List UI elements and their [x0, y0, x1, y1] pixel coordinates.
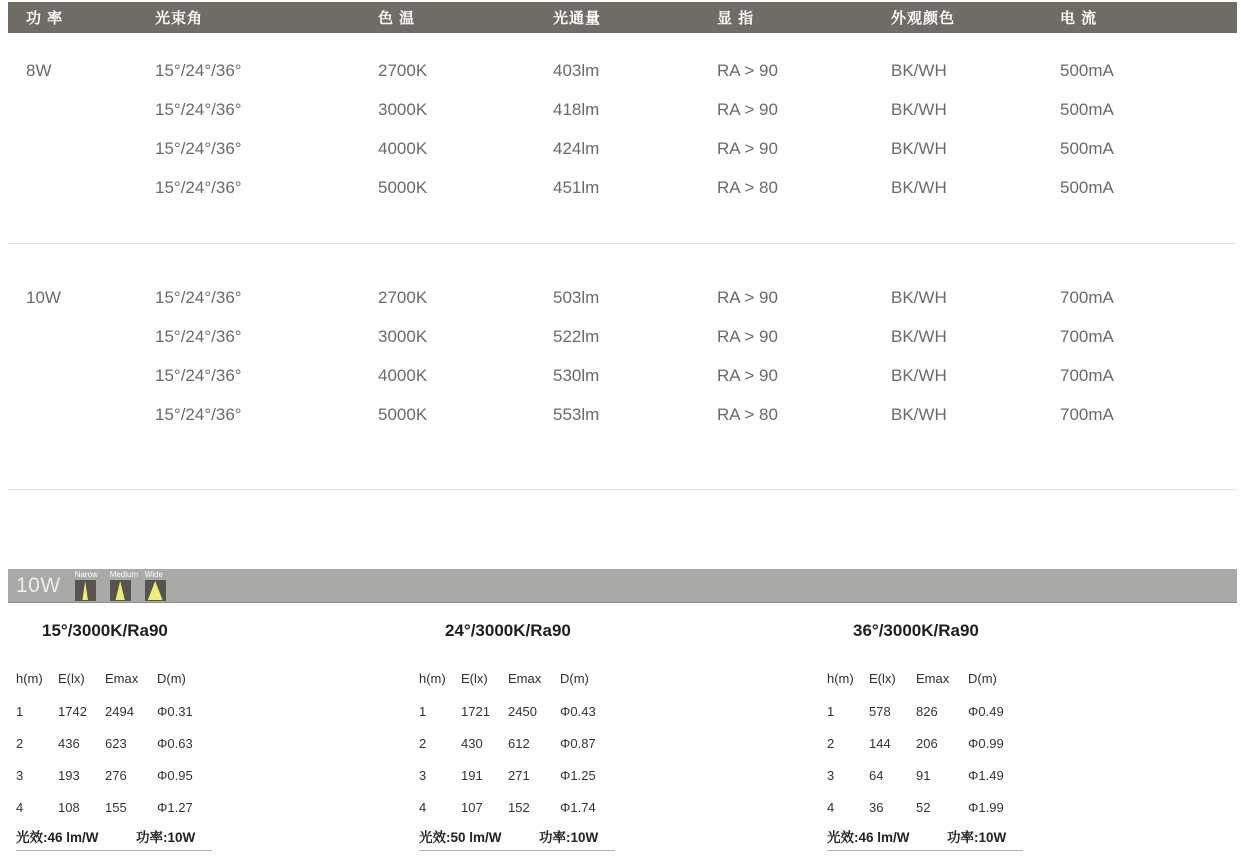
photometric-table — [825, 621, 1028, 851]
photometric-cell: 436 — [58, 736, 80, 751]
spec-cell-power: 8W — [26, 61, 52, 80]
photometric-header-row — [419, 668, 620, 696]
photometric-data-table — [827, 668, 1028, 824]
photometric-col-header: D(m) — [968, 671, 997, 686]
spec-row — [8, 90, 1237, 129]
photometric-data-row — [827, 760, 1028, 792]
photometric-cell: 152 — [508, 800, 530, 815]
spec-cell-power — [8, 317, 155, 356]
spec-cell-beam-angle: 15°/24°/36° — [155, 366, 242, 385]
photometric-data-row — [419, 760, 620, 792]
power-value: 功率:10W — [136, 830, 196, 845]
photometric-cell: 4 — [16, 800, 24, 815]
photometric-cell: 36 — [869, 800, 884, 815]
spec-cell-beam-angle: 15°/24°/36° — [155, 100, 242, 119]
spec-row — [8, 129, 1237, 168]
spec-cell-cri: RA > 90 — [717, 100, 778, 119]
photometric-cell: 91 — [916, 768, 931, 783]
spec-cell-finish: BK/WH — [891, 139, 947, 158]
spec-cell-beam-angle: 15°/24°/36° — [155, 61, 242, 80]
spec-cell-flux: 418lm — [553, 100, 600, 119]
photometric-cell: Φ1.74 — [560, 800, 596, 815]
photometric-data-table — [419, 668, 620, 824]
beam-bar-power-label: 10W — [16, 574, 61, 597]
spec-cell-cri: RA > 90 — [717, 139, 778, 158]
beam-icon-group — [145, 571, 167, 602]
beam-options-bar — [8, 569, 1237, 603]
spec-cell-finish: BK/WH — [891, 61, 947, 80]
photometric-cell: 2 — [419, 736, 427, 751]
photometric-data-row — [827, 696, 1028, 728]
beam-icons — [75, 569, 180, 602]
spec-cell-beam-angle: 15°/24°/36° — [155, 288, 242, 307]
efficacy-value: 光效:46 lm/W — [16, 830, 99, 845]
spec-row — [8, 51, 1237, 90]
photometric-cell: 2450 — [508, 704, 537, 719]
spec-cell-cct: 2700K — [378, 61, 428, 80]
photometric-cell: Φ0.43 — [560, 704, 596, 719]
photometric-cell: Φ1.49 — [968, 768, 1004, 783]
spec-cell-finish: BK/WH — [891, 366, 947, 385]
spec-cell-power — [8, 90, 155, 129]
photometric-cell: Φ1.99 — [968, 800, 1004, 815]
spec-cell-cct: 4000K — [378, 139, 428, 158]
spec-cell-flux: 522lm — [553, 327, 600, 346]
photometric-data-table — [16, 668, 217, 824]
photometric-cell: 623 — [105, 736, 127, 751]
photometric-col-header: E(lx) — [58, 671, 85, 686]
spec-cell-flux: 553lm — [553, 405, 600, 424]
spec-cell-current: 500mA — [1060, 100, 1114, 119]
spec-cell-cri: RA > 90 — [717, 288, 778, 307]
beam-triangle — [110, 581, 131, 600]
photometric-col-header: h(m) — [827, 671, 854, 686]
spec-cell-current: 700mA — [1060, 327, 1114, 346]
photometric-footer — [827, 828, 1023, 851]
photometric-data-row — [419, 792, 620, 824]
spec-cell-cct: 3000K — [378, 327, 428, 346]
photometric-col-header: E(lx) — [869, 671, 896, 686]
photometric-cell: Φ0.99 — [968, 736, 1004, 751]
section-divider — [8, 243, 1237, 244]
photometric-cell: 612 — [508, 736, 530, 751]
photometric-col-header: Emax — [105, 671, 139, 686]
beam-label: Medium — [109, 570, 139, 579]
photometric-data-row — [16, 792, 217, 824]
spec-cell-beam-angle: 15°/24°/36° — [155, 327, 242, 346]
spec-cell-finish: BK/WH — [891, 178, 947, 197]
photometric-data-row — [16, 728, 217, 760]
photometric-cell: 3 — [419, 768, 427, 783]
spec-cell-current: 500mA — [1060, 178, 1114, 197]
spec-cell-flux: 451lm — [553, 178, 600, 197]
spec-cell-cri: RA > 80 — [717, 405, 778, 424]
power-value: 功率:10W — [539, 830, 599, 845]
photometric-col-header: D(m) — [560, 671, 589, 686]
photometric-table-title: 24°/3000K/Ra90 — [445, 621, 571, 640]
photometric-cell: 4 — [419, 800, 427, 815]
photometric-col-header: Emax — [916, 671, 950, 686]
efficacy-value: 光效:46 lm/W — [827, 830, 910, 845]
beam-icon-group — [109, 570, 139, 602]
photometric-cell: 1 — [419, 704, 427, 719]
spec-cell-power — [8, 395, 155, 434]
beam-narrow-icon — [75, 580, 96, 601]
beam-icon-group — [75, 571, 97, 602]
photometric-cell: 206 — [916, 736, 938, 751]
photometric-cell: 1 — [16, 704, 24, 719]
photometric-data-row — [827, 792, 1028, 824]
photometric-cell: 1742 — [58, 704, 87, 719]
photometric-data-row — [827, 728, 1028, 760]
spec-cell-cct: 3000K — [378, 100, 428, 119]
spec-cell-current: 700mA — [1060, 366, 1114, 385]
photometric-col-header: h(m) — [16, 671, 43, 686]
spec-row — [8, 395, 1237, 434]
spec-header-cri: 显 指 — [717, 10, 755, 27]
photometric-cell: 155 — [105, 800, 127, 815]
spec-cell-cct: 5000K — [378, 178, 428, 197]
beam-medium-icon — [110, 580, 131, 601]
photometric-table-title: 36°/3000K/Ra90 — [853, 621, 979, 640]
spec-header-cct: 色 温 — [378, 10, 416, 27]
beam-label: Narow — [74, 570, 98, 579]
spec-cell-current: 500mA — [1060, 139, 1114, 158]
spec-cell-finish: BK/WH — [891, 288, 947, 307]
spec-cell-cri: RA > 90 — [717, 61, 778, 80]
photometric-col-header: E(lx) — [461, 671, 488, 686]
spec-row — [8, 317, 1237, 356]
photometric-table-title: 15°/3000K/Ra90 — [42, 621, 168, 640]
photometric-cell: 52 — [916, 800, 931, 815]
spec-header-beam-angle: 光束角 — [155, 10, 204, 27]
photometric-cell: 276 — [105, 768, 127, 783]
section-divider — [8, 489, 1237, 490]
spec-cell-current: 500mA — [1060, 61, 1114, 80]
spec-cell-cri: RA > 90 — [717, 327, 778, 346]
beam-label: Wide — [144, 570, 163, 579]
spec-header-finish: 外观颜色 — [891, 10, 956, 27]
spec-cell-current: 700mA — [1060, 288, 1114, 307]
spec-cell-finish: BK/WH — [891, 100, 947, 119]
photometric-cell: 193 — [58, 768, 80, 783]
photometric-header-row — [827, 668, 1028, 696]
photometric-tables — [0, 621, 1241, 856]
spec-row — [8, 278, 1237, 317]
photometric-cell: 3 — [16, 768, 24, 783]
photometric-cell: 3 — [827, 768, 835, 783]
spec-cell-beam-angle: 15°/24°/36° — [155, 139, 242, 158]
spec-cell-finish: BK/WH — [891, 327, 947, 346]
photometric-cell: 430 — [461, 736, 483, 751]
photometric-footer — [419, 828, 615, 851]
spec-section-8w — [8, 51, 1237, 207]
photometric-cell: Φ0.31 — [157, 704, 193, 719]
spec-cell-cri: RA > 90 — [717, 366, 778, 385]
photometric-cell: 64 — [869, 768, 884, 783]
spec-row — [8, 356, 1237, 395]
spec-cell-cri: RA > 80 — [717, 178, 778, 197]
photometric-cell: 1 — [827, 704, 835, 719]
spec-cell-cct: 4000K — [378, 366, 428, 385]
photometric-cell: 108 — [58, 800, 80, 815]
beam-triangle — [145, 581, 166, 600]
photometric-cell: 191 — [461, 768, 483, 783]
photometric-table — [417, 621, 620, 851]
photometric-cell: 4 — [827, 800, 835, 815]
spec-cell-power — [8, 129, 155, 168]
photometric-cell: 2 — [16, 736, 24, 751]
beam-triangle — [75, 581, 96, 600]
photometric-col-header: D(m) — [157, 671, 186, 686]
spec-cell-flux: 424lm — [553, 139, 600, 158]
spec-cell-power — [8, 168, 155, 207]
photometric-cell: 578 — [869, 704, 891, 719]
spec-header-flux: 光通量 — [553, 10, 602, 27]
spec-table-header-row — [8, 2, 1237, 33]
spec-cell-power — [8, 356, 155, 395]
spec-cell-cct: 5000K — [378, 405, 428, 424]
photometric-cell: 826 — [916, 704, 938, 719]
photometric-cell: 1721 — [461, 704, 490, 719]
power-value: 功率:10W — [947, 830, 1007, 845]
photometric-cell: Φ1.25 — [560, 768, 596, 783]
spec-header-power: 功 率 — [26, 10, 64, 27]
photometric-cell: Φ0.63 — [157, 736, 193, 751]
efficacy-value: 光效:50 lm/W — [419, 830, 502, 845]
spec-cell-flux: 503lm — [553, 288, 600, 307]
photometric-col-header: h(m) — [419, 671, 446, 686]
spec-cell-finish: BK/WH — [891, 405, 947, 424]
spec-cell-current: 700mA — [1060, 405, 1114, 424]
photometric-header-row — [16, 668, 217, 696]
spec-section-10w — [8, 278, 1237, 434]
photometric-cell: Φ1.27 — [157, 800, 193, 815]
photometric-footer — [16, 828, 212, 851]
spec-cell-flux: 403lm — [553, 61, 600, 80]
beam-wide-icon — [145, 580, 166, 601]
photometric-data-row — [16, 696, 217, 728]
photometric-data-row — [419, 728, 620, 760]
photometric-cell: 2494 — [105, 704, 134, 719]
photometric-cell: Φ0.87 — [560, 736, 596, 751]
spec-header-current: 电 流 — [1060, 10, 1098, 27]
photometric-cell: 271 — [508, 768, 530, 783]
spec-cell-beam-angle: 15°/24°/36° — [155, 178, 242, 197]
photometric-data-row — [419, 696, 620, 728]
spec-cell-flux: 530lm — [553, 366, 600, 385]
photometric-data-row — [16, 760, 217, 792]
spec-row — [8, 168, 1237, 207]
spec-cell-power: 10W — [26, 288, 61, 307]
photometric-cell: 2 — [827, 736, 835, 751]
photometric-cell: 144 — [869, 736, 891, 751]
photometric-cell: Φ0.49 — [968, 704, 1004, 719]
photometric-cell: Φ0.95 — [157, 768, 193, 783]
photometric-table — [14, 621, 217, 851]
spec-cell-cct: 2700K — [378, 288, 428, 307]
photometric-col-header: Emax — [508, 671, 542, 686]
spec-cell-beam-angle: 15°/24°/36° — [155, 405, 242, 424]
photometric-cell: 107 — [461, 800, 483, 815]
